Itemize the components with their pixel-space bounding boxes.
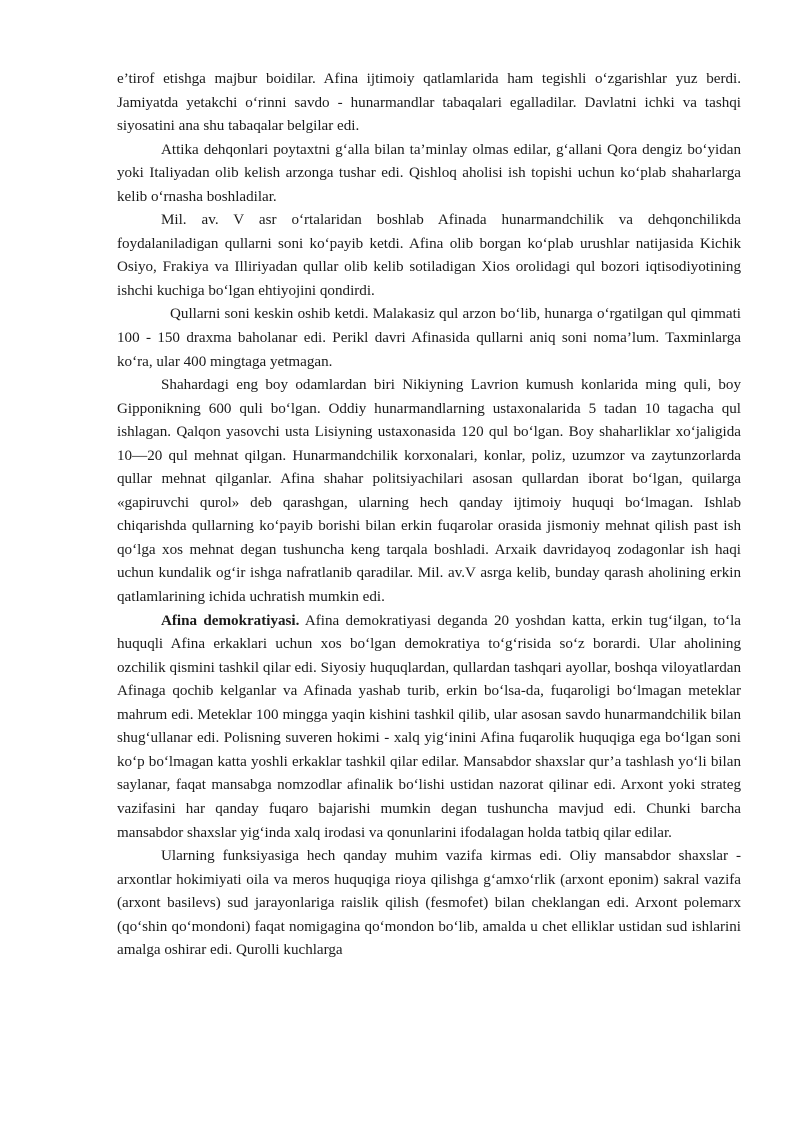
paragraph-athenian-democracy-text: Afina demokratiyasi deganda 20 yoshdan katta, erkin tug‘ilgan, to‘la huquqli Afina erkaklari uchun xos bo‘lgan demokratiya to‘g‘risida so‘z borardi. Ular aholining ozchilik qismini tashkil qilar edi. Siyosiy huquqlardan, qullardan tashqari ayollar, boshqa viloyatlardan Afinaga qochib kelganlar va Afinada yashab turib, erkin bo‘lsa-da, fuqaroligi bo‘lmagan meteklar mahrum edi. Meteklar 100 mingga yaqin kishini tashkil qilib, ular asosan savdo hunarmandchilik bilan shug‘ullanar edi. Polisning suveren hokimi - xalq yig‘inini Afina fuqarolik huquqiga ega bo‘lgan soni ko‘p bo‘lmagan katta yoshli erkaklar tashkil qilar edilar. Mansabdor shaxslar qur’a tashlash yo‘li bilan saylanar, faqat mansabga nomzodlar afinalik bo‘lishi ustidan nazorat qilinar edi. Arxont yoki strateg vazifasini har qanday fuqaro bajarishi mumkin degan tushuncha mavjud edi. Chunki barcha mansabdor shaxslar yig‘inda xalq irodasi va qonunlarini ifodalagan holda tatbiq qilar edilar. [117, 612, 741, 841]
paragraph-slave-ownership: Shahardagi eng boy odamlardan biri Nikiyning Lavrion kumush konlarida ming quli, boy Gipponikning 600 quli bo‘lgan. Oddiy hunarmandlarning ustaxonalarida 5 tadan 10 tagacha qul ishlagan. Qalqon yasovchi usta Lisiyning ustaxonasida 120 qul bo‘lgan. Boy shaharliklar xo‘jaligida 10—20 qul mehnat qilgan. Hunarmandchilik korxonalari, konlar, poliz, uzumzor va zaytunzorlarda qullar mehnat qilganlar. Afina shahar politsiyachilari asosan qullardan iborat bo‘lgan, quilarga «gapiruvchi qurol» deb qarashgan, ularning hech qanday ijtimoiy huquqi bo‘lmagan. Ishlab chiqarishda qullarning ko‘payib borishi bilan erkin fuqarolar orasida jismoniy mehnat qilish past ish qo‘lga xos mehnat degan tushuncha keng tarqala boshladi. Arxaik davridayoq zodagonlar ish haqi uchun kundalik og‘ir ishga nafratlanib qaradilar. Mil. av.V asrga kelib, bunday qarash aholining erkin qatlamlarining ichida uchratish mumkin edi. [117, 377, 741, 606]
paragraph-intro-continuation: e’tirof etishga majbur boidilar. Afina ijtimoiy qatlamlarida ham tegishli o‘zgarishlar yuz berdi. Jamiyatda yetakchi o‘rinni savdo - hunarmandlar tabaqalari egalladilar. Davlatni ichki va tashqi siyosatini ana shu tabaqalar belgilar edi. [117, 71, 741, 135]
section-heading: Afina demokratiyasi. [161, 612, 300, 629]
paragraph-slave-prices: Qullarni soni keskin oshib ketdi. Malakasiz qul arzon bo‘lib, hunarga o‘rgatilgan qul qimmati 100 - 150 draxma baholanar edi. Perikl davri Afinasida qullarni aniq soni noma’lum. Taxminlarga ko‘ra, ular 400 mingtaga yetmagan. [117, 306, 741, 370]
paragraph-slaves-growth: Mil. av. V asr o‘rtalaridan boshlab Afinada hunarmandchilik va dehqonchilikda foydalaniladigan qullarni soni ko‘payib ketdi. Afina olib borgan ko‘plab urushlar natijasida Kichik Osiyo, Frakiya va Illiriyadan qullar olib kelib sotiladigan Xios orolidagi qul bozori iqtisodiyotining ishchi kuchiga bo‘lgan ehtiyojini qondirdi. [117, 212, 741, 299]
paragraph-magistrates: Ularning funksiyasiga hech qanday muhim vazifa kirmas edi. Oliy mansabdor shaxslar - arxontlar hokimiyati oila va meros huquqiga rioya qilishga g‘amxo‘rlik (arxont eponim) sakral vazifa (arxont basilevs) sud jarayonlariga raislik qilish (fesmofet) bilan cheklangan edi. Arxont polemarx (qo‘shin qo‘mondoni) faqat nomigagina qo‘mondon bo‘lib, amalda u chet elliklar ustidan sud ishlarini amalga oshirar edi. Qurolli kuchlarga [117, 848, 741, 959]
paragraph-athenian-democracy [117, 610, 741, 845]
paragraph-attika-peasants: Attika dehqonlari poytaxtni g‘alla bilan ta’minlay olmas edilar, g‘allani Qora dengiz bo‘yidan yoki Italiyadan olib kelish arzonga tushar edi. Qishloq aholisi ish topishi uchun ko‘plab shaharlarga kelib o‘rnasha boshladilar. [117, 141, 741, 205]
document-body [117, 68, 741, 963]
